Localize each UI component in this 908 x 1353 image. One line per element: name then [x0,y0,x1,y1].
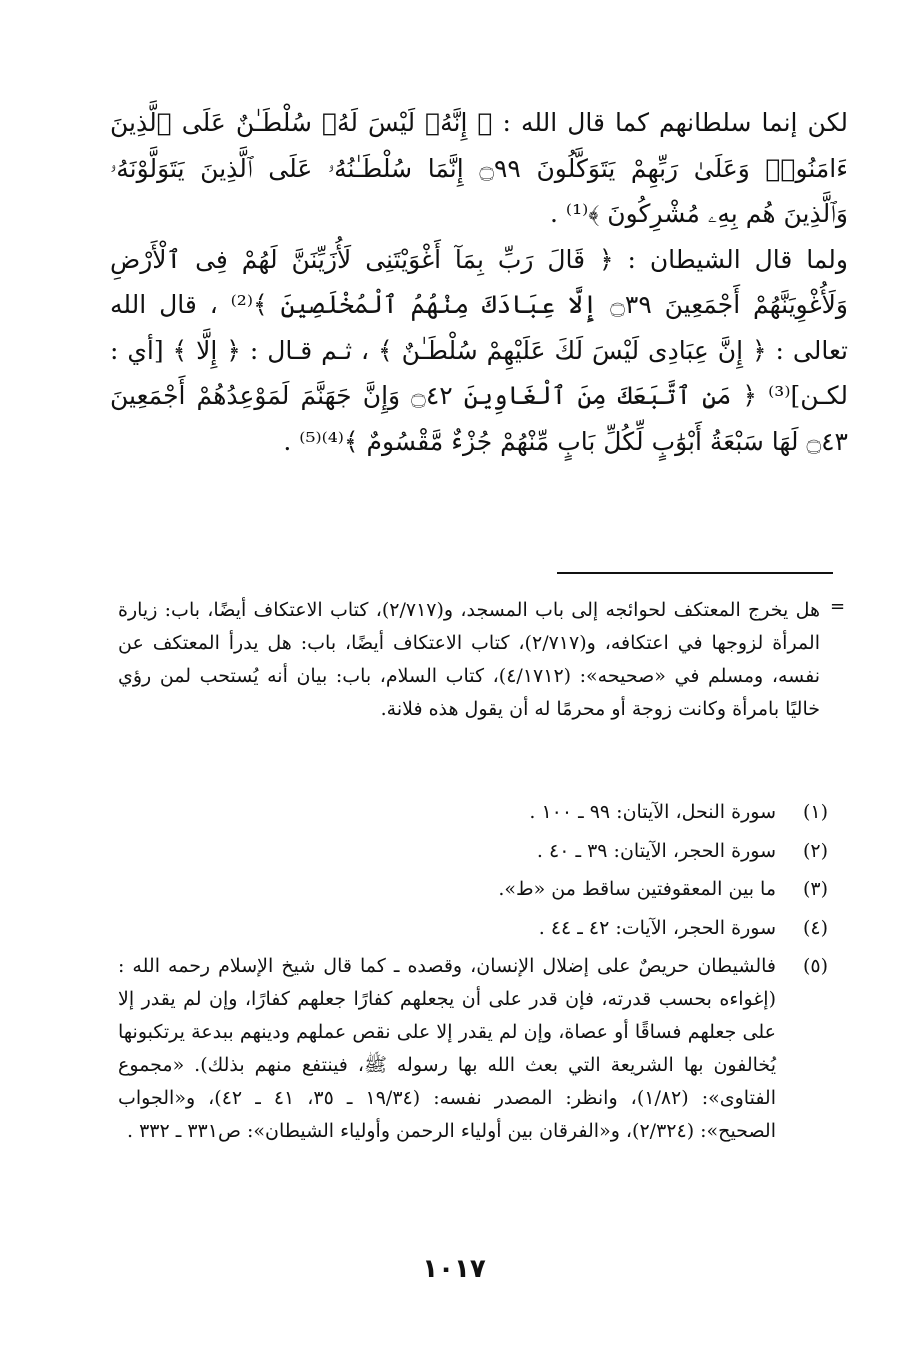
footnote-text: فالشيطان حريصٌ على إضلال الإنسان، وقصده ـ كما قال شيخ الإسلام رحمه الله : (إغواءه بحسب قدرته، فإن قدر على أن يجعلهم كفارًا جعلهم كفارًا، وإن لم يقدر إلا على جعلهم فساقًا أو عصاة، وإن لم يقدر إلا على نقص عملهم ودينهم ببدعة يرتكبونها يُخالفون بها الشريعة التي بعث الله بها رسوله ﷺ، فينتفع منهم بذلك). «مجموع الفتاوى»: (١/٨٢)، وانظر: المصدر نفسه: (١٩/٣٤ ـ ٣٥، ٤١ ـ ٤٢)، و«الجواب الصحيح»: (٢/٣٢٤)، و«الفرقان بين أولياء الرحمن وأولياء الشيطان»: ص٣٣١ ـ ٣٣٢ . [118,955,777,1142]
footnote-text: ما بين المعقوفتين ساقط من «ط». [498,878,776,900]
footnote-number: (١) [802,801,828,823]
footnote-number: (٣) [802,878,828,900]
footnote-item [118,835,828,868]
footnote-continuation-text: هل يخرج المعتكف لحوائجه إلى باب المسجد، و(٢/٧١٧)، كتاب الاعتكاف أيضًا، باب: زيارة المرأة لزوجها في اعتكافه، و(٢/٧١٧)، كتاب الاعتكاف أيضًا، باب: هل يدرأ المعتكف عن نفسه، ومسلم في «صحيحه»: (٤/١٧١٢)، كتاب السلام، باب: بيان أنه يُستحب لمن رؤي خاليًا بامرأة وكانت زوجة أو محرمًا له أن يقول هذه فلانة. [118,599,820,720]
footnote-continuation [118,594,820,726]
footnote-item [118,912,828,945]
footnote-item [118,950,828,1148]
footnote-number: (٢) [802,839,828,862]
footnote-item [118,796,828,829]
footnote-number: (٥) [802,955,828,977]
main-paragraph-2: ولما قال الشيطان : ﴿ قَالَ رَبِّ بِمَآ أَغْوَيْتَنِى لَأُزَيِّنَنَّ لَهُمْ فِى ٱلْأَرْضِ وَلَأُغْوِيَنَّهُمْ أَجْمَعِينَ ۝٣٩ إِلَّا عِبَادَكَ مِنْهُمُ ٱلْمُخْلَصِينَ ﴾⁽²⁾ ، قال الله تعالى : ﴿ إِنَّ عِبَادِى لَيْسَ لَكَ عَلَيْهِمْ سُلْطَـٰنٌ ﴾ ، ثـم قـال : ﴿ إِلَّا ﴾ [أي : لكـن]⁽³⁾ ﴿ مَنِ ٱتَّبَعَكَ مِنَ ٱلْغَاوِينَ ۝٤٢ وَإِنَّ جَهَنَّمَ لَمَوْعِدُهُمْ أَجْمَعِينَ ۝٤٣ لَهَا سَبْعَةُ أَبْوَٰبٍ لِّكُلِّ بَابٍ مِّنْهُمْ جُزْءٌ مَّقْسُومٌ ﴾⁽⁴⁾⁽⁵⁾ . [110,244,849,456]
main-paragraph-1: لكن إنما سلطانهم كما قال الله : ﴿ إِنَّهُۥ لَيْسَ لَهُۥ سُلْطَـٰنٌ عَلَى ٱلَّذِينَ ءَامَنُوا۟ وَعَلَىٰ رَبِّهِمْ يَتَوَكَّلُونَ ۝٩٩ إِنَّمَا سُلْطَـٰنُهُۥ عَلَى ٱلَّذِينَ يَتَوَلَّوْنَهُۥ وَٱلَّذِينَ هُم بِهِۦ مُشْرِكُونَ ﴾⁽¹⁾ . [110,108,848,228]
footnote-divider [557,572,833,574]
footnote-text: سورة الحجر، الآيات: ٤٢ ـ ٤٤ . [538,916,776,939]
footnote-text: سورة النحل، الآيتان: ٩٩ ـ ١٠٠ . [529,801,776,823]
footnote-text: سورة الحجر، الآيتان: ٣٩ ـ ٤٠ . [536,839,776,862]
footnotes-list [118,796,828,1154]
main-text [110,100,848,464]
footnote-item [118,873,828,906]
footnote-number: (٤) [802,916,828,939]
page-number: ١٠١٧ [422,1254,486,1284]
footnote-continuation-mark: = [830,596,846,617]
